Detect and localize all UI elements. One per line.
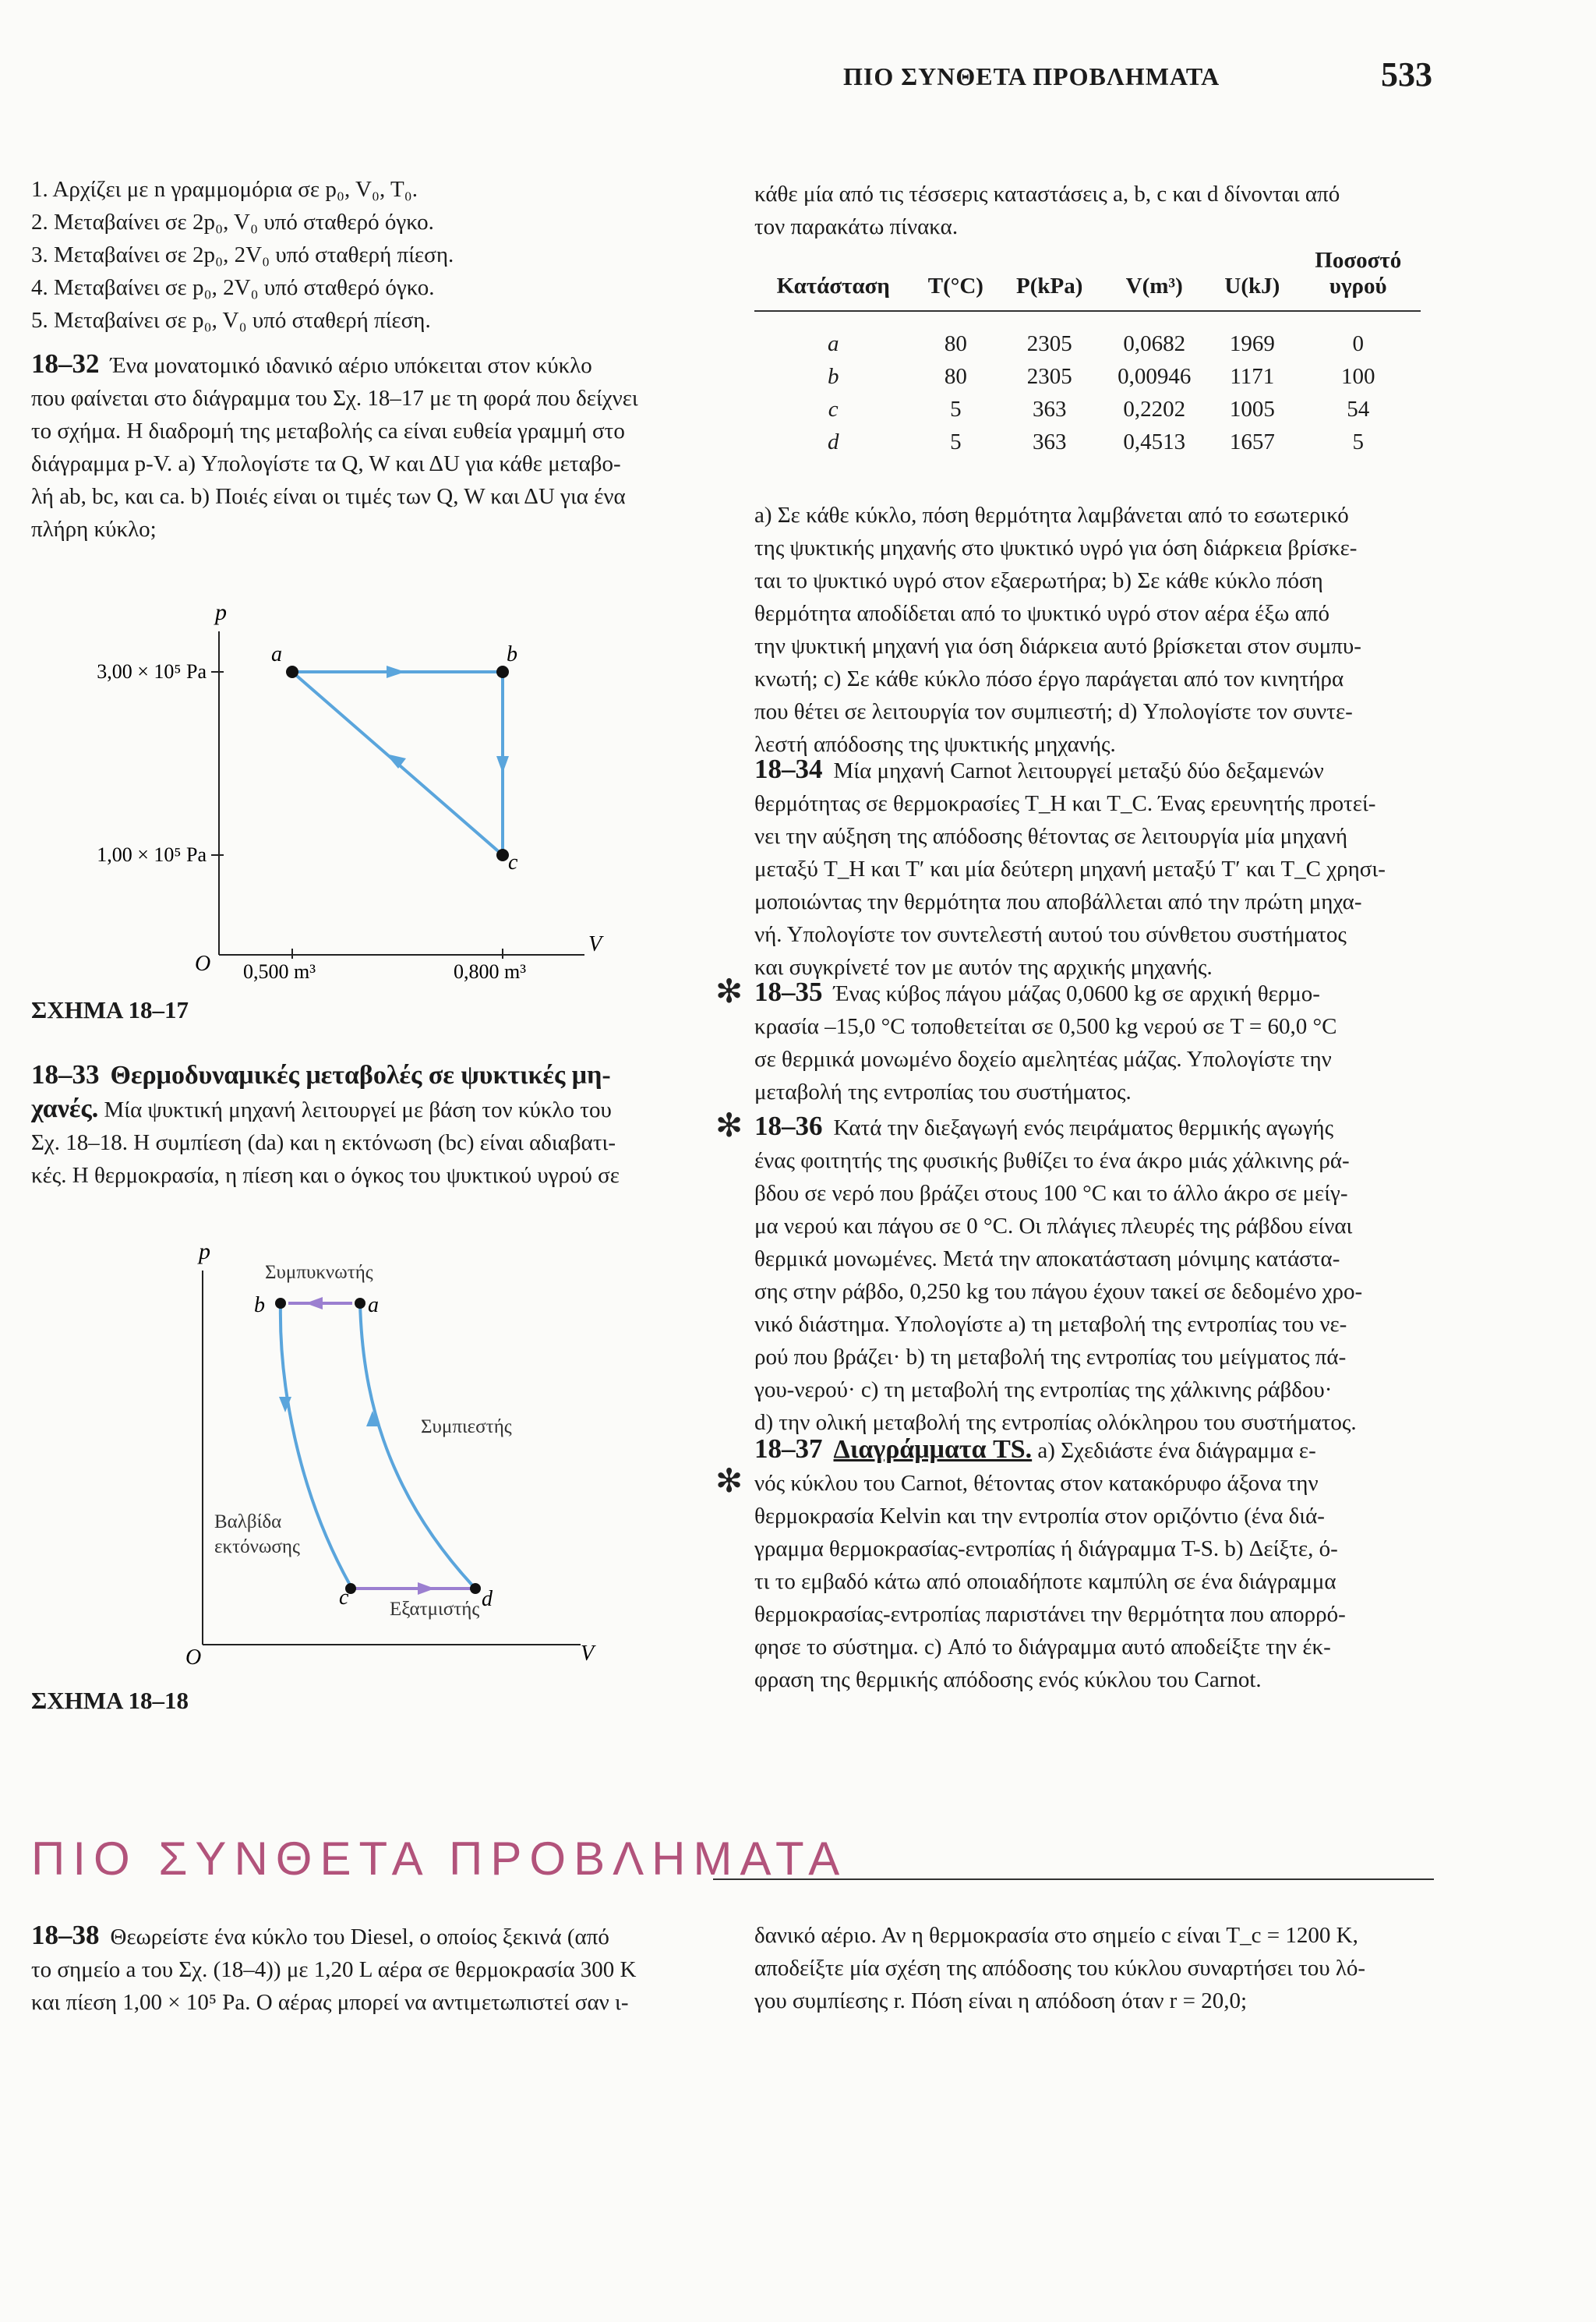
problem-text: a) Σχεδιάστε ένα διάγραμμα ε- — [1037, 1438, 1316, 1463]
arrow-ab-icon — [387, 666, 405, 678]
problem-text: μα νερού και πάγου σε 0 °C. Οι πλάγιες πλευρές της ράβδου είναι — [754, 1214, 1353, 1239]
state-point — [275, 1298, 286, 1309]
problem-title: Θερμοδυναμικές μεταβολές σε ψυκτικές μη- — [110, 1061, 611, 1090]
problem-number: 18–37 — [754, 1433, 823, 1464]
column-header: Κατάσταση — [754, 248, 912, 311]
problem-text: θερμοκρασία Kelvin και την εντροπία στον οριζόντιο (ένα διά- — [754, 1504, 1325, 1529]
problem-title: χανές. — [31, 1094, 99, 1123]
body-text: ται το ψυκτικό υγρό στον εξαερωτήρα; b) Σε κάθε κύκλο πόση — [754, 568, 1323, 593]
problem-text: μεταξύ T_H και T′ και μία δεύτερη μηχανή μεταξύ T′ και T_C χρησι- — [754, 857, 1386, 882]
state-point — [286, 666, 298, 678]
problem-text: νικό διάστημα. Υπολογίστε a) τη μεταβολή της εντροπίας του νε- — [754, 1312, 1347, 1337]
problem-text: σης στην ράβδο, 0,250 kg του πάγου έχουν τακεί σε δεδομένο χρο- — [754, 1279, 1363, 1304]
y-tick-label: 3,00 × 10⁵ Pa — [97, 660, 207, 683]
origin-label: O — [185, 1645, 202, 1670]
x-tick-label: 0,800 m³ — [454, 960, 527, 983]
body-text: κνωτή; c) Σε κάθε κύκλο πόσο έργο παράγεται από τον κινητήρα — [754, 666, 1344, 691]
steps-list — [31, 173, 717, 337]
section-heading: ΠΙΟ ΣΥΝΘΕΤΑ ΠΡΟΒΛΗΜΑΤΑ — [31, 1833, 848, 1885]
evaporator-label: Εξατμιστής — [390, 1599, 480, 1620]
problem-18-34 — [754, 753, 1440, 984]
problem-text: Ένα μονατομικό ιδανικό αέριο υπόκειται στον κύκλο — [110, 353, 592, 378]
problem-text: θερμοκρασίας-εντροπίας παριστάνει την θερμότητα που απορρό- — [754, 1602, 1346, 1627]
point-label: c — [339, 1585, 349, 1610]
y-axis-label: p — [199, 1239, 210, 1264]
table-row: c 5 363 0,2202 1005 54 — [828, 397, 1370, 422]
body-text: λεστή απόδοσης της ψυκτικής μηχανής. — [754, 732, 1116, 757]
problem-number: 18–36 — [754, 1111, 823, 1141]
problem-text: φραση της θερμικής απόδοσης ενός κύκλου του Carnot. — [754, 1667, 1262, 1692]
state-table — [754, 248, 1421, 458]
point-label: d — [482, 1587, 493, 1611]
figure-18-17 — [70, 600, 662, 1005]
point-label: c — [508, 850, 518, 875]
body-text: τον παρακάτω πίνακα. — [754, 214, 959, 239]
column-header: Ποσοστό υγρού — [1296, 248, 1421, 311]
problem-text: βδου σε νερό που βράζει στους 100 °C και το άλλο άκρο σε μείγ- — [754, 1181, 1348, 1206]
problem-text: ρού που βράζει· b) τη μεταβολή της εντροπίας του μείγματος πά- — [754, 1345, 1347, 1370]
body-text: κάθε μία από τις τέσσερις καταστάσεις a, b, c και d δίνονται από — [754, 182, 1340, 207]
problem-text: νός κύκλου του Carnot, θέτοντας στον κατακόρυφο άξονα την — [754, 1471, 1319, 1496]
problem-text: Μία μηχανή Carnot λειτουργεί μεταξύ δύο δεξαμενών — [833, 758, 1324, 783]
page-number: 533 — [1381, 55, 1432, 94]
body-text: την ψυκτική μηχανή για όση διάρκεια αυτό βρίσκεται στον συμπυ- — [754, 634, 1361, 659]
column-header: U(kJ) — [1209, 248, 1295, 311]
valve-label: εκτόνωσης — [214, 1536, 300, 1557]
column-header: T(°C) — [912, 248, 999, 311]
section-rule — [713, 1878, 1434, 1880]
problem-18-33 — [31, 1059, 709, 1192]
figure-18-18 — [156, 1232, 623, 1676]
problem-18-36 — [754, 1110, 1440, 1439]
step-item: 2. Μεταβαίνει σε 2p₀, V₀ υπό σταθερό όγκο. — [31, 210, 434, 235]
x-axis-label: V — [588, 932, 602, 956]
problem-text: ένας φοιτητής της φυσικής βυθίζει το ένα άκρο μιάς χάλκινης ρά- — [754, 1148, 1350, 1173]
problem-number: 18–33 — [31, 1059, 100, 1090]
problem-text: κρασία –15,0 °C τοποθετείται σε 0,500 kg νερού σε T = 60,0 °C — [754, 1014, 1337, 1039]
column-header: V(m³) — [1100, 248, 1209, 311]
problem-text: νή. Υπολογίστε τον συντελεστή αυτού του σύνθετου συστήματος — [754, 922, 1347, 947]
problem-text: αποδείξτε μία σχέση της απόδοσης του κύκλου συναρτήσει του λό- — [754, 1956, 1366, 1981]
body-text: a) Σε κάθε κύκλο, πόση θερμότητα λαμβάνεται από το εσωτερικό — [754, 503, 1349, 528]
problem-number: 18–34 — [754, 754, 823, 784]
problem-text: που φαίνεται στο διάγραμμα του Σχ. 18–17 με τη φορά που δείχνει — [31, 386, 638, 411]
problem-text: τι το εμβαδό κάτω από οποιαδήποτε καμπύλη σε ένα διάγραμμα — [754, 1569, 1336, 1594]
questions-18-33 — [754, 499, 1440, 761]
problem-text: Μία ψυκτική μηχανή λειτουργεί με βάση τον κύκλο του — [104, 1097, 612, 1122]
problem-text: Κατά την διεξαγωγή ενός πειράματος θερμικής αγωγής — [833, 1115, 1334, 1140]
problem-text: γου συμπίεσης r. Πόση είναι η απόδοση όταν r = 20,0; — [754, 1988, 1247, 2013]
table-row: a 80 2305 0,0682 1969 0 — [827, 331, 1364, 356]
state-point — [355, 1298, 365, 1309]
problem-text: φησε το σύστημα. c) Από το διάγραμμα αυτό αποδείξτε την έκ- — [754, 1635, 1331, 1659]
problem-18-38 — [31, 1919, 709, 2019]
condenser-label: Συμπυκνωτής — [265, 1262, 373, 1283]
table-intro — [754, 178, 1440, 243]
point-label: b — [507, 642, 517, 666]
table-row: b 80 2305 0,00946 1171 100 — [827, 364, 1375, 389]
problem-number: 18–32 — [31, 348, 100, 379]
step-item: 3. Μεταβαίνει σε 2p₀, 2V₀ υπό σταθερή πίεση. — [31, 242, 454, 267]
problem-text: και πίεση 1,00 × 10⁵ Pa. Ο αέρας μπορεί να αντιμετωπιστεί σαν ι- — [31, 1990, 629, 2015]
problem-text: γραμμα θερμοκρασίας-εντροπίας ή διάγραμμα T-S. b) Δείξτε, ό- — [754, 1536, 1338, 1561]
problem-text: διάγραμμα p-V. a) Υπολογίστε τα Q, W και ΔU για κάθε μεταβο- — [31, 451, 621, 476]
x-tick-label: 0,500 m³ — [243, 960, 316, 983]
problem-text: πλήρη κύκλο; — [31, 517, 157, 542]
body-text: που θέτει σε λειτουργία τον συμπιεστή; d) Υπολογίστε τον συντε- — [754, 699, 1353, 724]
y-axis-label: p — [215, 600, 227, 625]
problem-18-37 — [754, 1433, 1440, 1696]
problem-text: Ένας κύβος πάγου μάζας 0,0600 kg σε αρχική θερμο- — [833, 981, 1320, 1006]
point-label: a — [368, 1293, 379, 1317]
state-point — [496, 666, 509, 678]
problem-text: θερμικά μονωμένες. Μετά την αποκατάσταση μόνιμης κατάστα- — [754, 1246, 1340, 1271]
problem-18-38-continued — [754, 1919, 1440, 2017]
problem-text: και συγκρίνετέ τον με αυτόν της αρχικής μηχανής. — [754, 955, 1213, 980]
asterisk-icon: ✻ — [715, 1464, 743, 1500]
problem-text: μοποιώντας την θερμότητα που αποβάλλεται από την πρώτη μηχα- — [754, 889, 1362, 914]
table-header-row — [754, 248, 1421, 311]
body-text: της ψυκτικής μηχανής στο ψυκτικό υγρό για όση διάρκεια βρίσκε- — [754, 535, 1358, 560]
step-item: 1. Αρχίζει με n γραμμομόρια σε p₀, V₀, T₀. — [31, 177, 418, 202]
column-header: P(kPa) — [999, 248, 1100, 311]
problem-text: το σημείο a του Σχ. (18–4)) με 1,20 L αέρα σε θερμοκρασία 300 K — [31, 1957, 637, 1982]
problem-text: γου-νερού· c) τη μεταβολή της εντροπίας της χάλκινης ράβδου· — [754, 1377, 1333, 1402]
y-tick-label: 1,00 × 10⁵ Pa — [97, 843, 207, 866]
arrow-ab-icon — [305, 1297, 323, 1309]
x-axis-label: V — [581, 1642, 595, 1666]
body-text: θερμότητα αποδίδεται από το ψυκτικό υγρό στον αέρα έξω από — [754, 601, 1329, 626]
path-da — [360, 1303, 475, 1589]
step-item: 4. Μεταβαίνει σε p₀, 2V₀ υπό σταθερό όγκο. — [31, 275, 435, 300]
origin-label: O — [195, 952, 211, 976]
problem-text: νει την αύξηση της απόδοσης θέτοντας σε λειτουργία μία μηχανή — [754, 824, 1348, 849]
problem-text: λή ab, bc, και ca. b) Ποιές είναι οι τιμές των Q, W και ΔU για ένα — [31, 484, 626, 509]
problem-text: σε θερμικά μονωμένο δοχείο αμελητέας μάζας. Υπολογίστε την — [754, 1047, 1332, 1072]
state-point — [470, 1583, 481, 1594]
problem-text: κές. Η θερμοκρασία, η πίεση και ο όγκος του ψυκτικού υγρού σε — [31, 1163, 620, 1188]
figure-caption: ΣΧΗΜΑ 18–18 — [31, 1687, 189, 1714]
asterisk-icon: ✻ — [715, 1108, 743, 1144]
problem-title: Διαγράμματα TS. — [833, 1435, 1033, 1464]
state-point — [496, 849, 509, 861]
problem-number: 18–35 — [754, 977, 823, 1007]
problem-18-32 — [31, 348, 701, 546]
problem-text: d) την ολική μεταβολή της εντροπίας ολόκληρου του συστήματος. — [754, 1410, 1357, 1435]
point-label: a — [271, 642, 282, 666]
running-header: ΠΙΟ ΣΥΝΘΕΤΑ ΠΡΟΒΛΗΜΑΤΑ — [843, 62, 1220, 90]
compressor-label: Συμπιεστής — [421, 1416, 512, 1437]
problem-text: Σχ. 18–18. Η συμπίεση (da) και η εκτόνωση (bc) είναι αδιαβατι- — [31, 1130, 616, 1155]
problem-text: το σχήμα. Η διαδρομή της μεταβολής ca είναι ευθεία γραμμή στο — [31, 419, 625, 444]
arrow-bc-icon — [496, 756, 509, 773]
problem-text: θερμότητας σε θερμοκρασίες T_H και T_C. Ένας ερευνητής προτεί- — [754, 791, 1376, 816]
table-row: d 5 363 0,4513 1657 5 — [827, 429, 1364, 454]
figure-caption: ΣΧΗΜΑ 18–17 — [31, 996, 189, 1023]
problem-18-35 — [754, 976, 1440, 1108]
asterisk-icon: ✻ — [715, 974, 743, 1010]
step-item: 5. Μεταβαίνει σε p₀, V₀ υπό σταθερή πίεση. — [31, 308, 431, 333]
arrow-cd-icon — [418, 1582, 435, 1595]
point-label: b — [254, 1293, 265, 1317]
problem-number: 18–38 — [31, 1920, 100, 1950]
problem-text: μεταβολή της εντροπίας του συστήματος. — [754, 1080, 1132, 1104]
valve-label: Βαλβίδα — [214, 1511, 282, 1532]
problem-text: δανικό αέριο. Αν η θερμοκρασία στο σημείο c είναι T_c = 1200 K, — [754, 1923, 1358, 1948]
problem-text: Θεωρείστε ένα κύκλο του Diesel, ο οποίος ξεκινά (από — [110, 1924, 609, 1949]
